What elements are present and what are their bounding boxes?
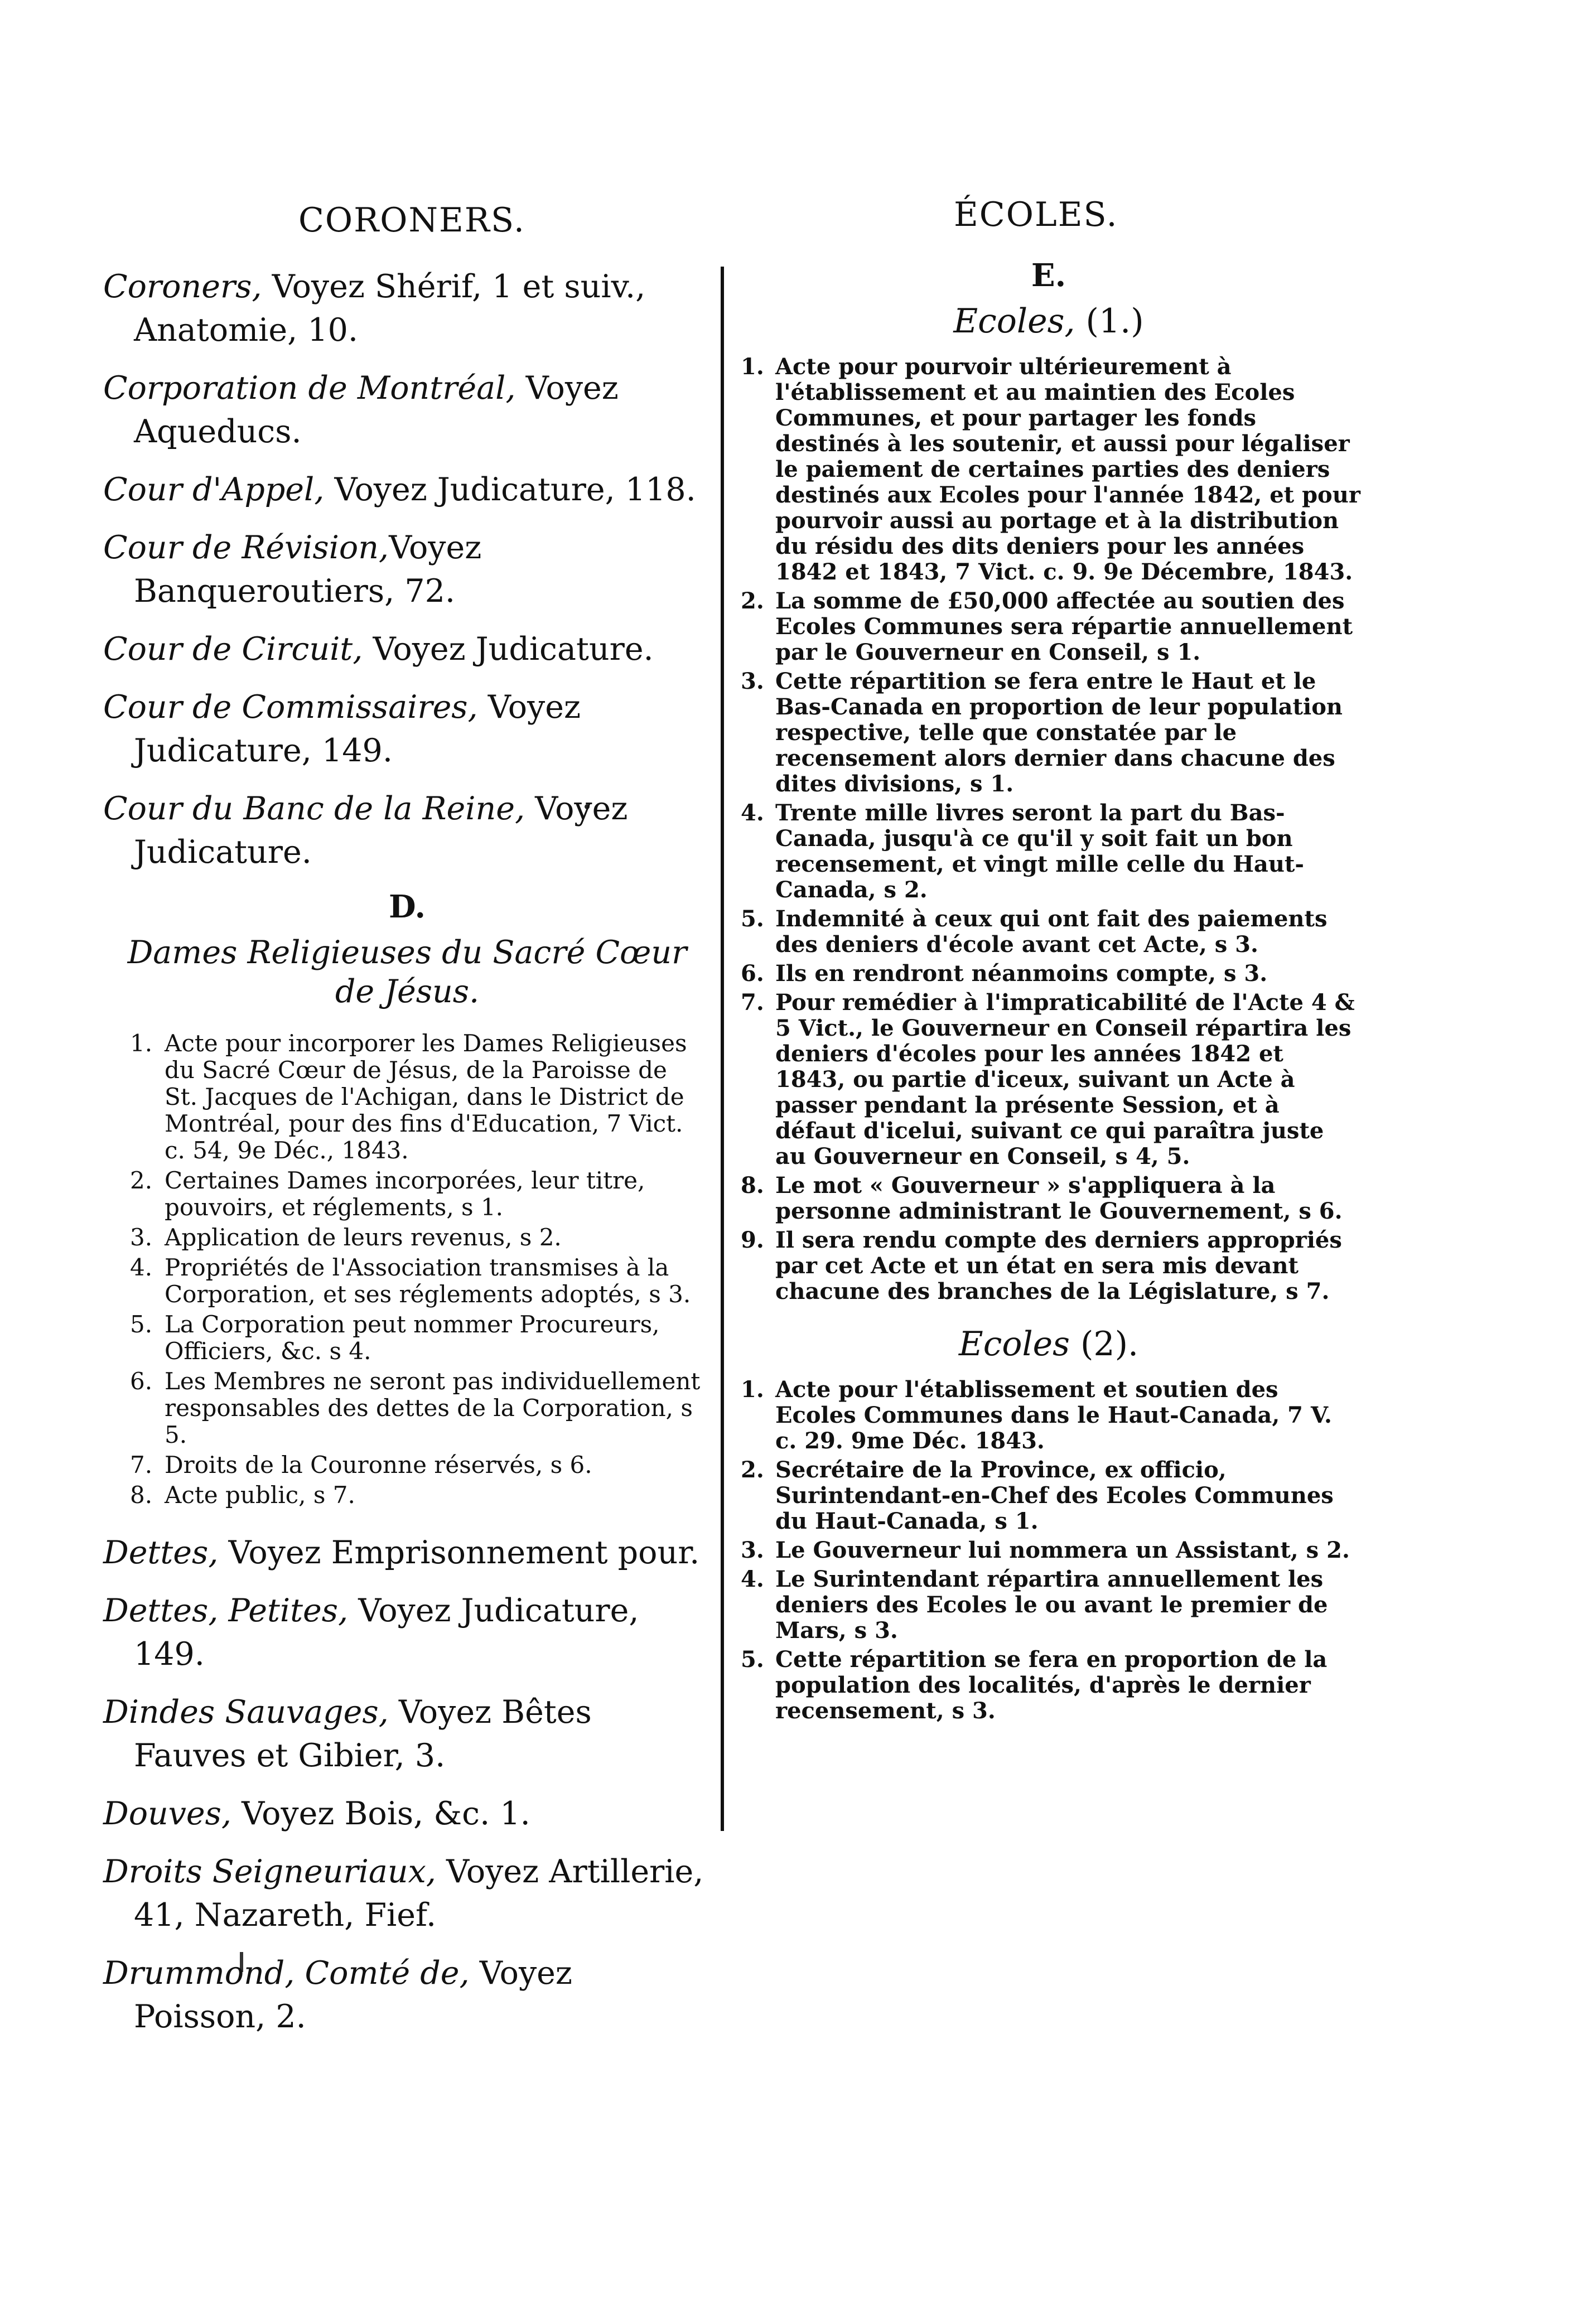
- item-text: Ils en rendront néanmoins compte, s 3.: [775, 960, 1268, 987]
- entry-headword: Cour d'Appel,: [103, 471, 325, 508]
- item-number: 1.: [130, 1030, 153, 1057]
- list-item: [126, 1167, 703, 1221]
- ecoles-1-suffix: (1.): [1075, 302, 1144, 341]
- item-text: Droits de la Couronne réservés, s 6.: [165, 1451, 592, 1479]
- item-text: Le Surintendant répartira annuellement les deniers des Ecoles le ou avant le premier de Mars, s 3.: [775, 1566, 1328, 1644]
- index-entry: [103, 1850, 711, 1937]
- item-text: La somme de £50,000 affectée au soutien des Ecoles Communes sera répartie annuellement par le Gouverneur en Conseil, s 1.: [775, 588, 1353, 665]
- item-number: 3.: [741, 668, 764, 694]
- item-number: 6.: [130, 1368, 153, 1395]
- list-item: [126, 1224, 703, 1251]
- ecoles-1-items: [736, 354, 1361, 1304]
- item-text: Acte pour l'établissement et soutien des Ecoles Communes dans le Haut-Canada, 7 V. c. 29. 9me Déc. 1843.: [775, 1376, 1332, 1454]
- index-entry: [103, 787, 711, 874]
- list-item: [736, 1538, 1361, 1563]
- item-text: Secrétaire de la Province, ex officio, Surintendant-en-Chef des Ecoles Communes du Haut-Canada, s 1.: [775, 1457, 1334, 1534]
- index-entry: [103, 1792, 711, 1835]
- list-item: [736, 669, 1361, 797]
- item-text: Trente mille livres seront la part du Bas-Canada, jusqu'à ce qu'il y soit fait un bon recensement, et vingt mille celle du Haut-Canada, s 2.: [775, 800, 1305, 903]
- ecoles-2-title: [736, 1325, 1361, 1364]
- list-item: [126, 1452, 703, 1479]
- list-item: [736, 961, 1361, 987]
- entry-reference: Voyez Judicature.: [134, 790, 628, 871]
- index-entry: [103, 265, 711, 352]
- left-column: [103, 265, 711, 2053]
- running-head-left: CORONERS.: [298, 201, 525, 240]
- list-item: [126, 1254, 703, 1308]
- entry-reference: Voyez Bêtes Fauves et Gibier, 3.: [134, 1694, 592, 1774]
- entry-headword: Droits Seigneuriaux,: [103, 1853, 436, 1890]
- item-text: Les Membres ne seront pas individuellement responsables des dettes de la Corporation, s 5.: [165, 1368, 701, 1448]
- entry-reference: Voyez Judicature, 118.: [324, 471, 696, 508]
- item-text: Cette répartition se fera entre le Haut et le Bas-Canada en proportion de leur population respective, telle que constatée par le recensement alors dernier dans chacune des dites divisions, s 1.: [775, 668, 1343, 797]
- entry-headword: Dettes, Petites,: [103, 1592, 349, 1629]
- entry-headword: Douves,: [103, 1795, 232, 1832]
- item-number: 3.: [741, 1537, 764, 1563]
- item-number: 2.: [741, 588, 764, 614]
- index-entry: [103, 627, 711, 671]
- item-number: 8.: [741, 1172, 764, 1199]
- list-item: [736, 990, 1361, 1170]
- entry-headword: Cour du Banc de la Reine,: [103, 790, 525, 827]
- entry-reference: Voyez Bois, &c. 1.: [231, 1795, 530, 1832]
- entry-reference: Voyez Poisson, 2.: [134, 1955, 572, 2035]
- item-text: La Corporation peut nommer Procureurs, Officiers, &c. s 4.: [165, 1311, 660, 1365]
- list-item: [736, 1377, 1361, 1454]
- item-number: 7.: [130, 1451, 153, 1479]
- item-number: 2.: [130, 1167, 153, 1194]
- ecoles-2-title-text: Ecoles: [958, 1325, 1070, 1364]
- list-item: [736, 906, 1361, 958]
- list-item: [736, 800, 1361, 903]
- item-text: Pour remédier à l'impraticabilité de l'Acte 4 & 5 Vict., le Gouverneur en Conseil répartira les deniers d'écoles pour les années 1842 et 1843, ou partie d'iceux, suivant un Acte à passer pendant la présente Session, et à défaut d'icelui, suivant ce qui paraîtra juste au Gouverneur en Conseil, s 4, 5.: [775, 989, 1355, 1170]
- index-entry: [103, 1589, 711, 1676]
- entry-reference: Voyez Artillerie, 41, Nazareth, Fief.: [134, 1853, 704, 1934]
- item-text: Acte public, s 7.: [165, 1481, 355, 1509]
- list-item: [736, 1647, 1361, 1724]
- running-head-right: ÉCOLES.: [954, 195, 1118, 234]
- item-number: 1.: [741, 354, 764, 380]
- item-text: Certaines Dames incorporées, leur titre, pouvoirs, et réglements, s 1.: [165, 1167, 645, 1221]
- item-text: Il sera rendu compte des derniers appropriés par cet Acte et un état en sera mis devant chacune des branches de la Législature, s 7.: [775, 1227, 1342, 1304]
- list-item: [736, 1228, 1361, 1304]
- entry-reference: Voyez Judicature, 149.: [134, 689, 581, 769]
- entry-reference: Voyez Judicature.: [363, 631, 654, 668]
- item-number: 4.: [741, 1566, 764, 1592]
- list-item: [126, 1030, 703, 1164]
- list-item: [736, 1567, 1361, 1644]
- section-letter-e: E.: [1031, 257, 1066, 294]
- item-text: Application de leurs revenus, s 2.: [165, 1224, 562, 1251]
- right-column: [736, 254, 1361, 1727]
- ecoles-2-suffix: (2).: [1069, 1325, 1139, 1364]
- index-entry: [103, 1690, 711, 1777]
- ecoles-1-title-text: Ecoles,: [953, 302, 1075, 341]
- entry-headword: Dettes,: [103, 1534, 219, 1571]
- item-number: 2.: [741, 1457, 764, 1483]
- index-entry: [103, 526, 711, 613]
- entry-headword: Coroners,: [103, 268, 262, 305]
- list-item: [736, 588, 1361, 665]
- left-bottom-entries: [103, 1531, 711, 2038]
- item-text: Propriétés de l'Association transmises à la Corporation, et ses réglements adoptés, s 3.: [165, 1254, 691, 1308]
- item-number: 8.: [130, 1481, 153, 1509]
- index-entry: [103, 685, 711, 772]
- index-entry: [103, 468, 711, 511]
- section-letter-d: D.: [388, 888, 426, 925]
- item-number: 5.: [741, 906, 764, 932]
- section-d-title: Dames Religieuses du Sacré Cœur de Jésus.: [127, 934, 687, 1010]
- item-number: 7.: [741, 989, 764, 1016]
- index-entry: [103, 366, 711, 453]
- left-top-entries: [103, 265, 711, 874]
- entry-headword: Cour de Circuit,: [103, 631, 363, 668]
- column-divider: [721, 267, 724, 1831]
- section-d-items: [103, 1030, 711, 1509]
- item-text: Acte pour pourvoir ultérieurement à l'établissement et au maintien des Ecoles Communes, et pour partager les fonds destinés à les soutenir, et aussi pour légaliser le paiement de certaines parties des deniers destinés aux Ecoles pour l'année 1842, et pour pourvoir aussi au portage et à la distribution du résidu des dits deniers pour les années 1842 et 1843, 7 Vict. c. 9. 9e Décembre, 1843.: [775, 354, 1360, 585]
- entry-reference: Voyez Emprisonnement pour.: [218, 1534, 700, 1571]
- item-number: 1.: [741, 1376, 764, 1403]
- entry-reference: Voyez Banqueroutiers, 72.: [134, 529, 482, 610]
- entry-headword: Cour de Révision,: [103, 529, 389, 566]
- item-number: 6.: [741, 960, 764, 987]
- entry-headword: Corporation de Montréal,: [103, 370, 516, 407]
- list-item: [126, 1311, 703, 1365]
- item-number: 4.: [130, 1254, 153, 1281]
- list-item: [126, 1482, 703, 1509]
- list-item: [736, 1173, 1361, 1224]
- entry-headword: Drummond, Comté de,: [103, 1955, 470, 1992]
- item-number: 3.: [130, 1224, 153, 1251]
- entry-headword: Dindes Sauvages,: [103, 1694, 389, 1731]
- list-item: [736, 354, 1361, 585]
- list-item: [126, 1368, 703, 1448]
- ecoles-1-title: [736, 302, 1361, 341]
- entry-reference: Voyez Aqueducs.: [134, 370, 619, 450]
- item-text: Acte pour incorporer les Dames Religieuses du Sacré Cœur de Jésus, de la Paroisse de St. Jacques de l'Achigan, dans le District de Montréal, pour des fins d'Education, 7 Vict. c. 54, 9e Déc., 1843.: [165, 1030, 687, 1164]
- ecoles-2-items: [736, 1377, 1361, 1724]
- list-item: [736, 1457, 1361, 1534]
- item-number: 5.: [741, 1646, 764, 1673]
- index-entry: [103, 1531, 711, 1574]
- index-entry: [103, 1951, 711, 2038]
- item-text: Le mot « Gouverneur » s'appliquera à la personne administrant le Gouvernement, s 6.: [775, 1172, 1343, 1224]
- item-text: Indemnité à ceux qui ont fait des paiements des deniers d'école avant cet Acte, s 3.: [775, 906, 1328, 958]
- item-text: Le Gouverneur lui nommera un Assistant, s 2.: [775, 1537, 1350, 1563]
- item-text: Cette répartition se fera en proportion de la population des localités, d'après le dernier recensement, s 3.: [775, 1646, 1328, 1724]
- item-number: 9.: [741, 1227, 764, 1253]
- entry-reference: Voyez Shérif, 1 et suiv., Anatomie, 10.: [134, 268, 646, 349]
- item-number: 4.: [741, 800, 764, 826]
- entry-reference: Voyez Judicature, 149.: [134, 1592, 639, 1673]
- item-number: 5.: [130, 1311, 153, 1338]
- entry-headword: Cour de Commissaires,: [103, 689, 478, 726]
